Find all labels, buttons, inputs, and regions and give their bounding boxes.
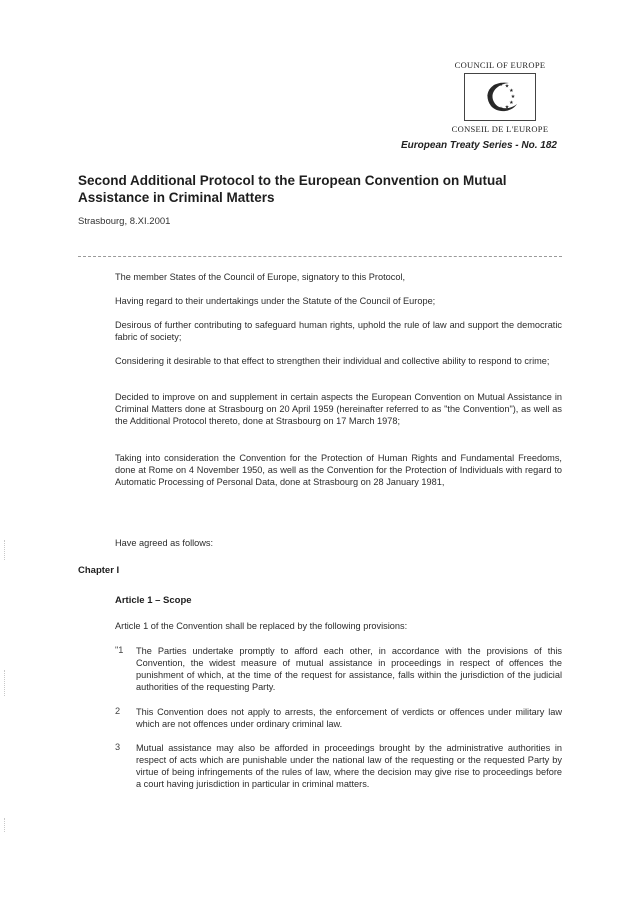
logo-star-icon: ★ — [492, 104, 498, 111]
org-name-en: COUNCIL OF EUROPE — [454, 60, 546, 70]
divider — [78, 256, 562, 257]
treaty-series-label: European Treaty Series - No. 182 — [401, 140, 557, 151]
logo-star-icon: ★ — [504, 83, 510, 90]
logo-star-icon: ★ — [504, 104, 510, 111]
logo-star-icon: ★ — [486, 94, 492, 100]
preamble-paragraph: Have agreed as follows: — [115, 538, 214, 548]
org-name-fr: CONSEIL DE L'EUROPE — [451, 124, 549, 134]
chapter-heading: Chapter I — [78, 565, 120, 576]
preamble-paragraph: Desirous of further contributing to safeguard human rights, uphold the rule of law and support the democratic fabric of society; — [115, 320, 562, 342]
logo-star-icon: ★ — [498, 82, 504, 88]
paragraph-text: The Parties undertake promptly to afford each other, in accordance with the provisions of this Convention, the widest measure of mutual assistance in proceedings in respect of offences the punishment of which, at the time of the request for assistance, falls within the jurisdiction of the judicial authorities of the requesting Party. — [136, 646, 562, 692]
paragraph-number: 2 — [115, 706, 121, 716]
logo-star-icon: ★ — [492, 83, 498, 90]
page-title: Second Additional Protocol to the European Convention on Mutual Assistance in Criminal Matters — [78, 173, 507, 205]
logo-star-icon: ★ — [498, 106, 504, 112]
logo-star-icon: ★ — [488, 88, 493, 94]
logo-star-icon: ★ — [510, 94, 516, 100]
logo-star-icon: ★ — [509, 100, 514, 106]
scan-margin-mark — [4, 670, 5, 696]
logo-star-icon: ★ — [509, 88, 514, 94]
paragraph-number: 3 — [115, 742, 121, 752]
paragraph-text: Mutual assistance may also be afforded in proceedings brought by the administrative authorities in respect of acts which are punishable under the national law of the requesting or the requested Party by virtue of being infringements of the rules of law, where the decision may give rise to proceedings before a court having jurisdiction in particular in criminal matters. — [136, 743, 562, 789]
council-of-europe-logo — [436, 60, 564, 134]
preamble-paragraph: Taking into consideration the Convention for the Protection of Human Rights and Fundamental Freedoms, done at Rome on 4 November 1950, as well as the Convention for the Protection of Individuals with regard to Automatic Processing of Personal Data, done at Strasbourg on 28 January 1981, — [115, 453, 562, 487]
article-intro: Article 1 of the Convention shall be replaced by the following provisions: — [115, 621, 408, 631]
paragraph-text: This Convention does not apply to arrests, the enforcement of verdicts or offences under military law which are not offences under ordinary criminal law. — [136, 707, 562, 729]
preamble-paragraph: The member States of the Council of Europe, signatory to this Protocol, — [115, 272, 406, 282]
preamble-paragraph: Considering it desirable to that effect to strengthen their individual and collective ability to respond to crime; — [115, 356, 550, 366]
preamble-paragraph: Having regard to their undertakings under the Statute of the Council of Europe; — [115, 296, 436, 306]
article-heading: Article 1 – Scope — [115, 595, 192, 606]
scan-margin-mark — [4, 540, 5, 560]
paragraph-number: "1 — [115, 645, 124, 655]
stars-logo-icon — [464, 73, 536, 121]
logo-star-icon: ★ — [488, 100, 493, 106]
preamble-paragraph: Decided to improve on and supplement in certain aspects the European Convention on Mutual Assistance in Criminal Matters done at Strasbourg on 20 April 1959 (hereinafter referred to as "the Convention"), as well as the Additional Protocol thereto, done at Strasbourg on 17 March 1978; — [115, 392, 562, 426]
place-date: Strasbourg, 8.XI.2001 — [78, 216, 171, 227]
scan-margin-mark — [4, 818, 5, 832]
